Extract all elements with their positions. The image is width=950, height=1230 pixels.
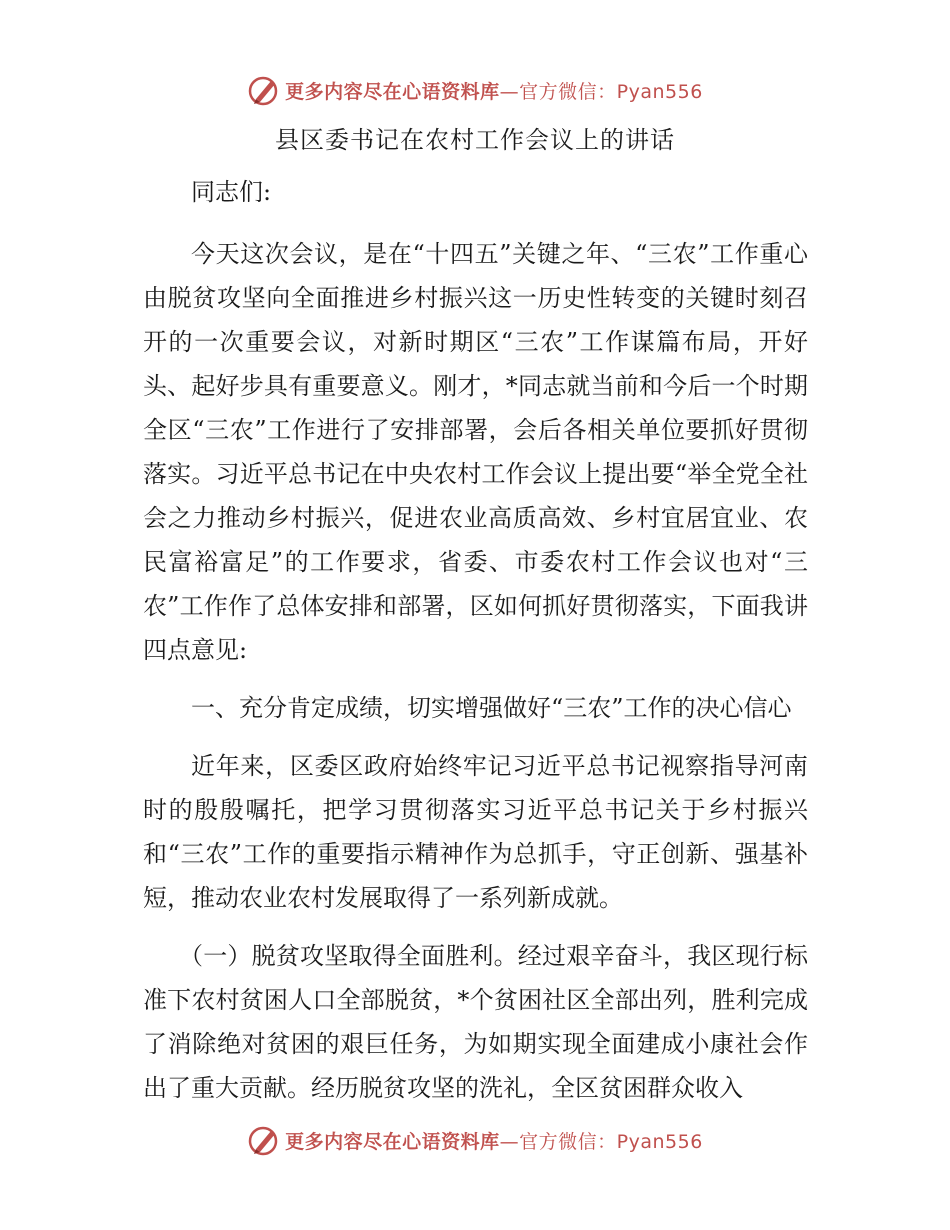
paragraph-intro: 今天这次会议，是在“十四五”关键之年、“三农”工作重心由脱贫攻坚向全面推进乡村振兴这一历史性转变的关键时刻召开的一次重要会议，对新时期区“三农”工作谋篇布局，开好头、起好步具有重要意义。刚才，*同志就当前和今后一个时期全区“三农”工作进行了安排部署，会后各相关单位要抓好贯彻落实。习近平总书记在中央农村工作会议上提出要“举全党全社会之力推动乡村振兴，促进农业高质高效、乡村宜居宜业、农民富裕富足”的工作要求，省委、市委农村工作会议也对“三农”工作作了总体安排和部署，区如何抓好贯彻落实，下面我讲四点意见:: [143, 240, 808, 664]
watermark-text: 更多内容尽在心语资料库—官方微信：Pyan556: [285, 80, 703, 103]
paragraph-achievements: 近年来，区委区政府始终牢记习近平总书记视察指导河南时的殷殷嘱托，把学习贯彻落实习近平总书记关于乡村振兴和“三农”工作的重要指示精神作为总抓手，守正创新、强基补短，推动农业农村发展取得了一系列新成就。: [143, 752, 808, 912]
paragraph-poverty: （一）脱贫攻坚取得全面胜利。经过艰辛奋斗，我区现行标准下农村贫困人口全部脱贫，*个贫困社区全部出列，胜利完成了消除绝对贫困的艰巨任务，为如期实现全面建成小康社会作出了重大贡献。经历脱贫攻坚的洗礼，全区贫困群众收入: [143, 942, 808, 1102]
document-body: [143, 170, 808, 1124]
pen-logo-icon: [247, 1123, 281, 1157]
footer-watermark-banner: [0, 1120, 950, 1160]
header-watermark-banner: [0, 70, 950, 110]
watermark-text: 更多内容尽在心语资料库—官方微信：Pyan556: [285, 1130, 703, 1153]
section-heading: 一、充分肯定成绩，切实增强做好“三农”工作的决心信心: [191, 694, 792, 722]
document-title: 县区委书记在农村工作会议上的讲话: [275, 126, 675, 154]
pen-logo-icon: [247, 73, 281, 107]
salutation: 同志们:: [191, 178, 272, 206]
